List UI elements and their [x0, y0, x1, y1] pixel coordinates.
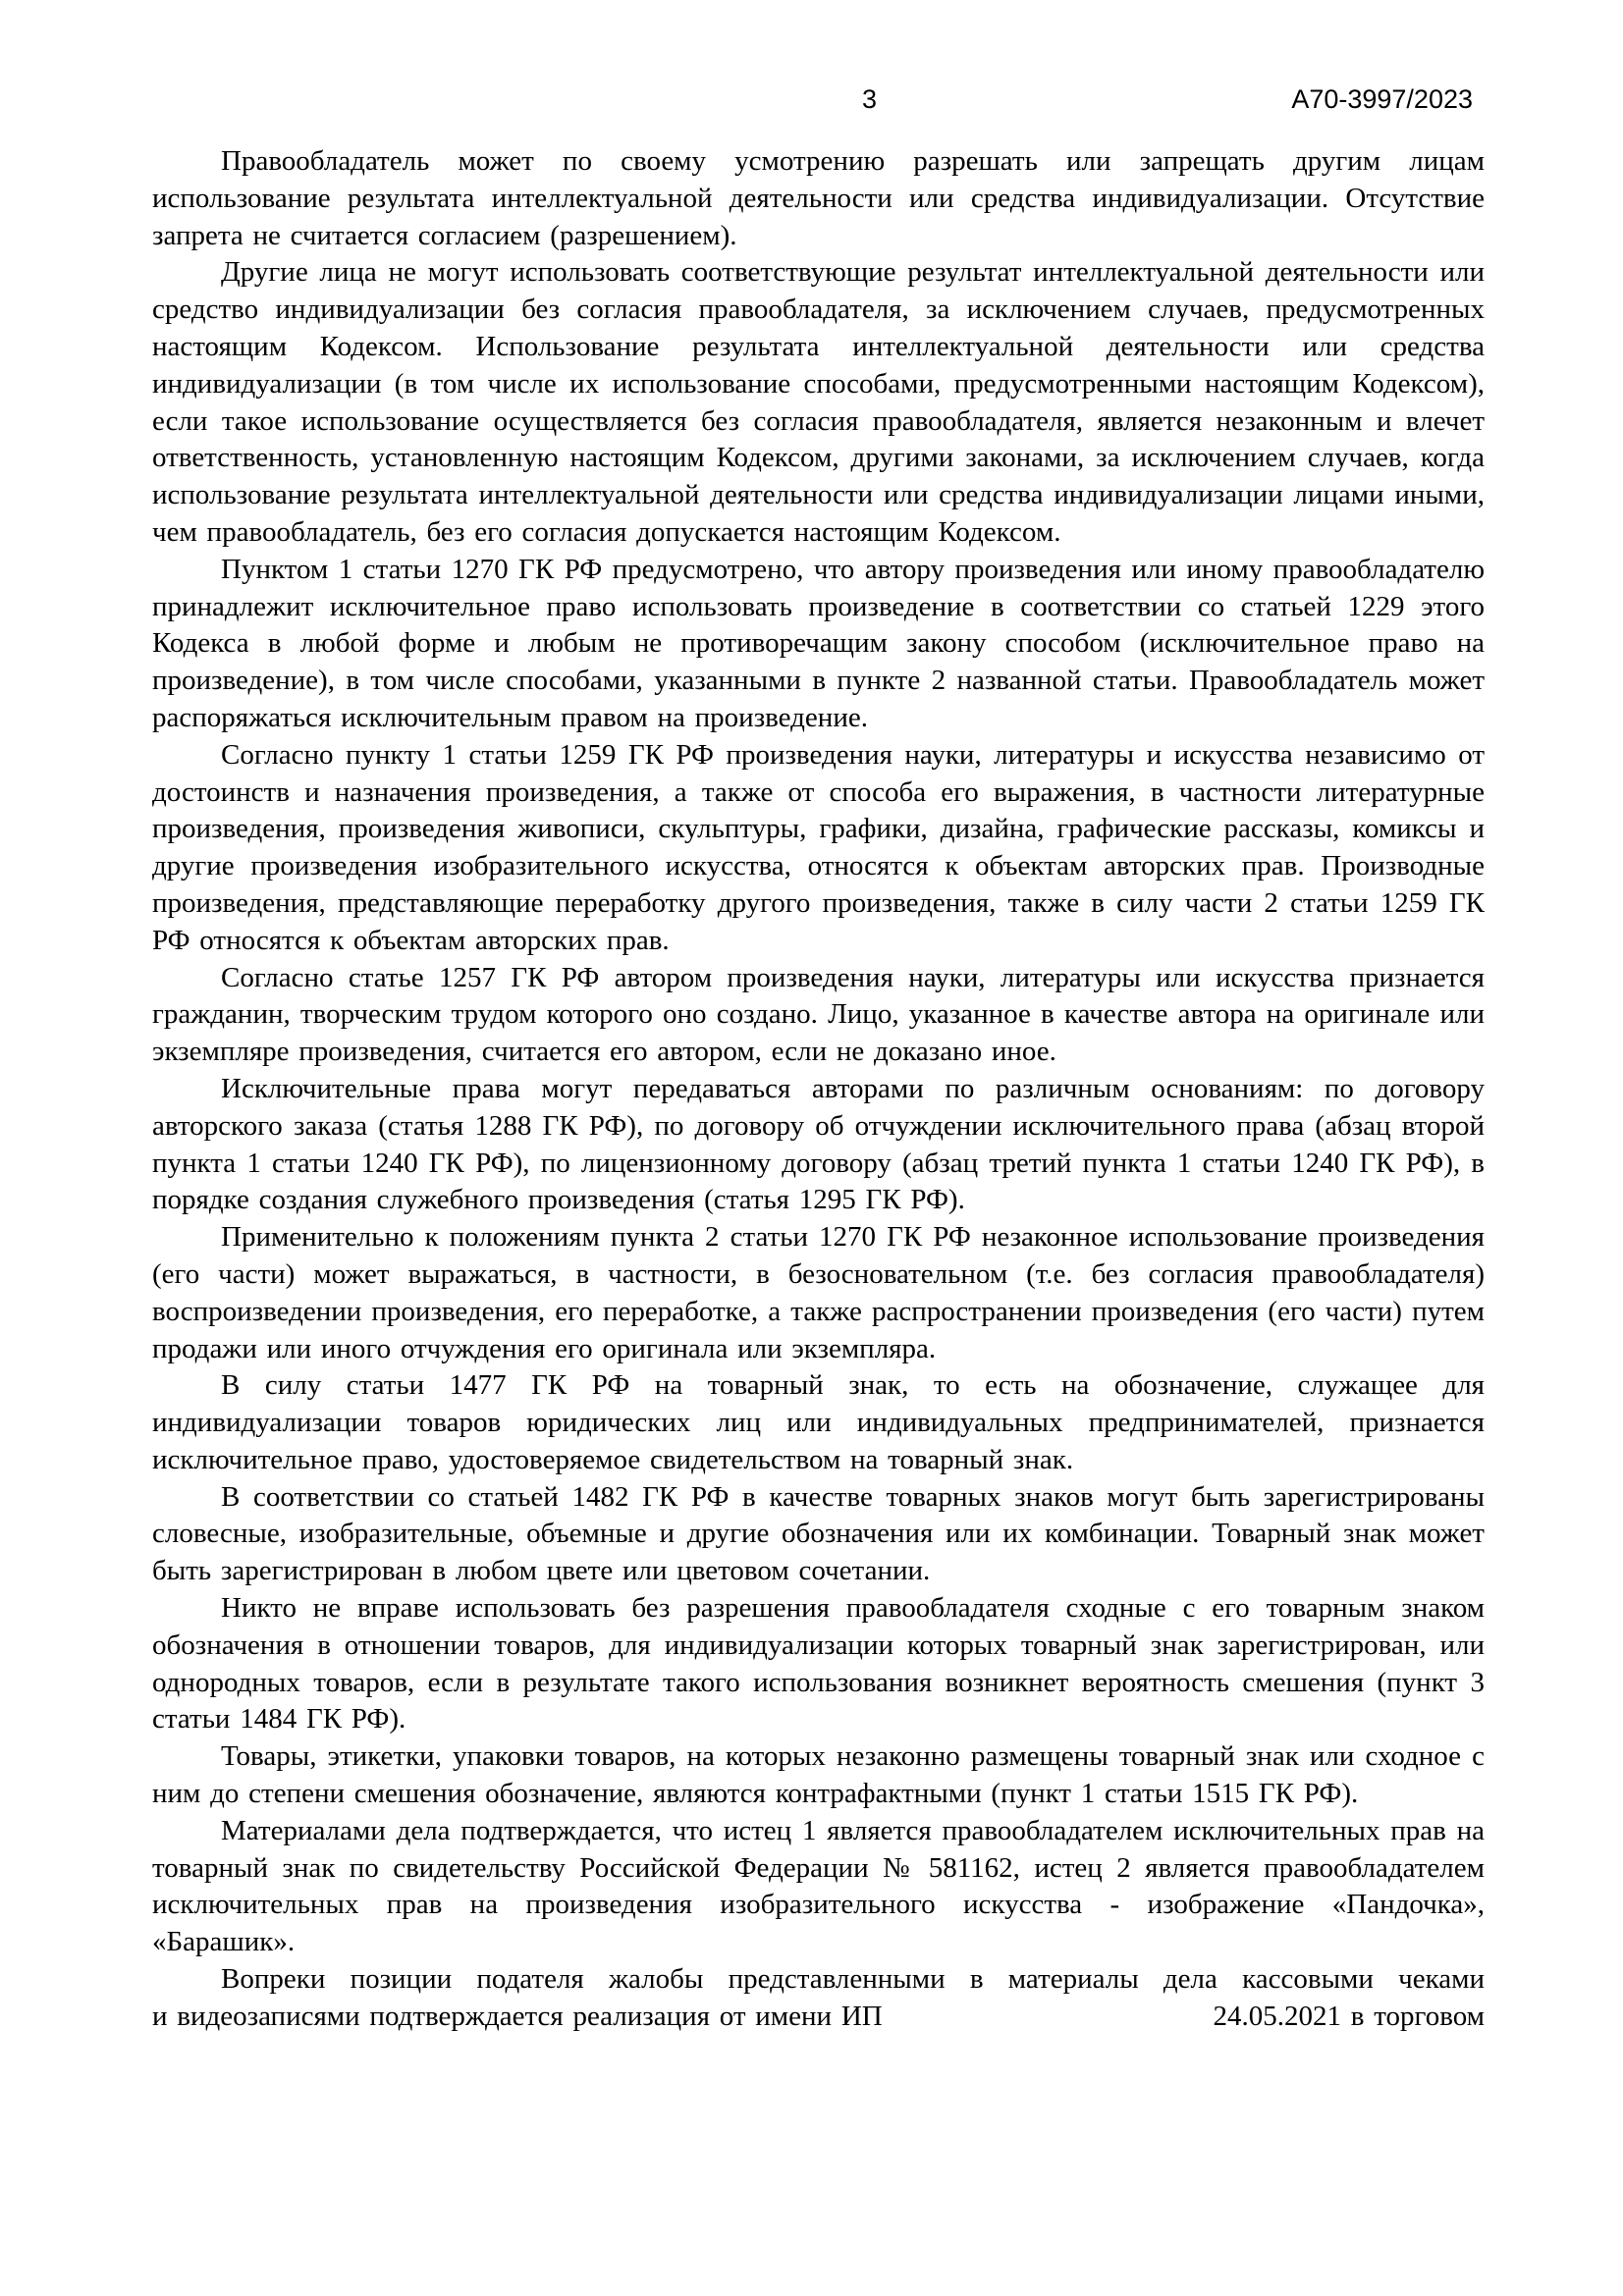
final-paragraph-line1: Вопреки позиции подателя жалобы представленными в материалы дела кассовыми чеками: [221, 1963, 1485, 1996]
paragraph: [152, 1961, 1485, 2036]
final-paragraph-line2-right: 24.05.2021 в торговом: [1213, 2000, 1485, 2032]
paragraph: Другие лица не могут использовать соответствующие результат интеллектуальной деятельности или средство индивидуализации без согласия правообладателя, за исключением случаев, предусмотренных настоящим Кодексом. Использование результата интеллектуальной деятельности или средства индивидуализации (в том числе их использование способами, предусмотренными настоящим Кодексом), если такое использование осуществляется без согласия правообладателя, является незаконным и влечет ответственность, установленную настоящим Кодексом, другими законами, за исключением случаев, когда использование результата интеллектуальной деятельности или средства индивидуализации лицами иными, чем правообладатель, без его согласия допускается настоящим Кодексом.: [152, 256, 1485, 548]
page-header: [0, 0, 1623, 137]
paragraph: Правообладатель может по своему усмотрению разрешать или запрещать другим лицам использование результата интеллектуальной деятельности или средства индивидуализации. Отсутствие запрета не считается согласием (разрешением).: [152, 145, 1485, 251]
paragraph: Пунктом 1 статьи 1270 ГК РФ предусмотрено, что автору произведения или иному правообладателю принадлежит исключительное право использовать произведение в соответствии со статьей 1229 этого Кодекса в любой форме и любым не противоречащим закону способом (исключительное право на произведение), в том числе способами, указанными в пункте 2 названной статьи. Правообладатель может распоряжаться исключительным правом на произведение.: [152, 553, 1485, 733]
paragraph: В соответствии со статьей 1482 ГК РФ в качестве товарных знаков могут быть зарегистрированы словесные, изобразительные, объемные и другие обозначения или их комбинации. Товарный знак может быть зарегистрирован в любом цвете или цветовом сочетании.: [152, 1480, 1485, 1587]
case-number: А70-3997/2023: [1291, 84, 1473, 114]
paragraph: Товары, этикетки, упаковки товаров, на которых незаконно размещены товарный знак или сходное с ним до степени смешения обозначение, являются контрафактными (пункт 1 статьи 1515 ГК РФ).: [152, 1740, 1485, 1810]
paragraph: Согласно пункту 1 статьи 1259 ГК РФ произведения науки, литературы и искусства независимо от достоинств и назначения произведения, а также от способа его выражения, в частности литературные произведения, произведения живописи, скульптуры, графики, дизайна, графические рассказы, комиксы и другие произведения изобразительного искусства, относятся к объектам авторских прав. Производные произведения, представляющие переработку другого произведения, также в силу части 2 статьи 1259 ГК РФ относятся к объектам авторских прав.: [152, 738, 1485, 956]
document-body: [152, 143, 1485, 2036]
paragraph: Материалами дела подтверждается, что истец 1 является правообладателем исключительных прав на товарный знак по свидетельству Российской Федерации № 581162, истец 2 является правообладателем исключительных прав на произведения изобразительного искусства - изображение «Пандочка», «Барашик».: [152, 1814, 1485, 1958]
paragraph: Никто не вправе использовать без разрешения правообладателя сходные с его товарным знаком обозначения в отношении товаров, для индивидуализации которых товарный знак зарегистрирован, или однородных товаров, если в результате такого использования возникнет вероятность смешения (пункт 3 статьи 1484 ГК РФ).: [152, 1592, 1485, 1735]
paragraph: Исключительные права могут передаваться авторами по различным основаниям: по договору авторского заказа (статья 1288 ГК РФ), по договору об отчуждении исключительного права (абзац второй пункта 1 статьи 1240 ГК РФ), по лицензионному договору (абзац третий пункта 1 статьи 1240 ГК РФ), в порядке создания служебного произведения (статья 1295 ГК РФ).: [152, 1072, 1485, 1216]
paragraph: Согласно статье 1257 ГК РФ автором произведения науки, литературы или искусства признается гражданин, творческим трудом которого оно создано. Лицо, указанное в качестве автора на оригинале или экземпляре произведения, считается его автором, если не доказано иное.: [152, 961, 1485, 1068]
paragraph: В силу статьи 1477 ГК РФ на товарный знак, то есть на обозначение, служащее для индивидуализации товаров юридических лиц или индивидуальных предпринимателей, признается исключительное право, удостоверяемое свидетельством на товарный знак.: [152, 1369, 1485, 1475]
final-paragraph-line2: [152, 1999, 1485, 2036]
paragraph: Применительно к положениям пункта 2 статьи 1270 ГК РФ незаконное использование произведения (его части) может выражаться, в частности, в безосновательном (т.е. без согласия правообладателя) воспроизведении произведения, его переработке, а также распространении произведения (его части) путем продажи или иного отчуждения его оригинала или экземпляра.: [152, 1221, 1485, 1364]
final-paragraph-line2-left: и видеозаписями подтверждается реализация от имени ИП: [152, 2000, 883, 2032]
page-number: 3: [862, 84, 878, 114]
